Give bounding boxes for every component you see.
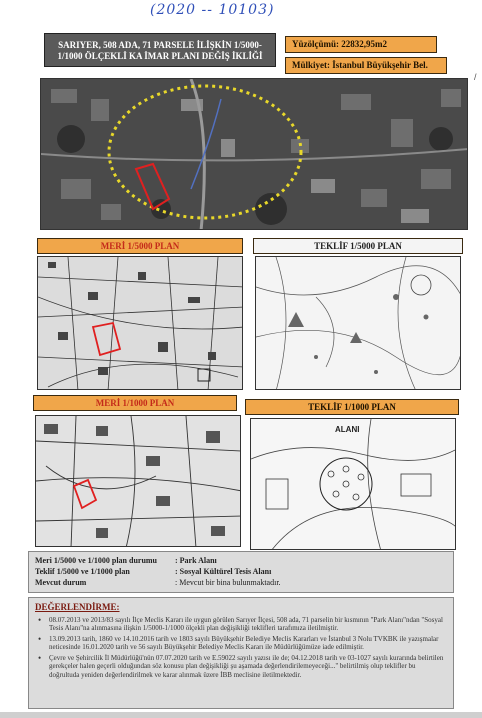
page-bottom-edge xyxy=(0,712,482,718)
title-line-2: 1/1000 ÖLÇEKLİ KA İMAR PLANI DEĞİŞ İKLİĞİ xyxy=(57,51,263,61)
evaluation-item: • 13.09.2013 tarih, 1860 ve 14.10.2016 tarih ve 1803 sayılı Büyükşehir Belediye Meclis Kararları ve İstanbul 3 Nolu TVKBK ile yazışmalar neticesinde 16.01.2020 tarih ve 56 sayılı Büyükşehir Belediye Meclis Kararı ile Müdürlüğümüze iade edilmiştir. xyxy=(35,635,447,652)
ownership-info: Mülkiyet: İstanbul Büyükşehir Bel. xyxy=(285,57,447,74)
status-value: : Sosyal Kültürel Tesis Alanı xyxy=(175,567,272,576)
map-proposal-1000 xyxy=(250,418,456,550)
map-existing-1000 xyxy=(35,415,241,547)
map-existing-5000 xyxy=(37,256,243,390)
handwritten-reference: (2020 -- 10103) xyxy=(150,2,275,18)
label-proposal-5000: TEKLİF 1/5000 PLAN xyxy=(253,238,463,254)
map-proposal-5000 xyxy=(255,256,461,390)
label-existing-5000: MERİ 1/5000 PLAN xyxy=(37,238,243,254)
evaluation-box xyxy=(28,597,454,709)
margin-mark: / xyxy=(474,72,477,82)
evaluation-item: • 08.07.2013 ve 2013/83 sayılı İlçe Meclis Kararı ile uygun görülen Sarıyer İlçesi, 508 ada, 71 parselin bir kısmının "Park Alanı"ndan "Sosyal Tesis Alanı"na alınmasına ilişkin 1/5000-1/1000 ölçekli plan değişikliği teklifleri tarafımıza iletilmiştir. xyxy=(35,616,447,633)
status-row-existing xyxy=(35,555,447,566)
evaluation-heading: DEĞERLENDİRME: xyxy=(35,602,120,612)
area-info: Yüzölçümü: 22832,95m2 xyxy=(285,36,437,53)
plan-status-box xyxy=(28,551,454,593)
label-existing-1000: MERİ 1/1000 PLAN xyxy=(33,395,237,411)
proposal-area-label: ALANI xyxy=(335,425,360,434)
status-label: Teklif 1/5000 ve 1/1000 plan xyxy=(35,567,130,576)
status-label: Mevcut durum xyxy=(35,578,87,587)
label-proposal-1000: TEKLİF 1/1000 PLAN xyxy=(245,399,459,415)
status-label: Meri 1/5000 ve 1/1000 plan durumu xyxy=(35,556,158,565)
evaluation-list xyxy=(35,616,447,680)
title-line-1: SARIYER, 508 ADA, 71 PARSELE İLİŞKİN 1/5000- xyxy=(58,40,262,50)
status-row-current xyxy=(35,577,447,588)
document-title xyxy=(44,33,276,67)
aerial-photo xyxy=(40,78,468,230)
status-value: : Park Alanı xyxy=(175,556,217,565)
evaluation-item: • Çevre ve Şehircilik İl Müdürlüğü'nün 07.07.2020 tarih ve E.59022 sayılı yazısı ile de; 04.12.2018 tarih ve 03-1027 sayılı kurarında belirtilen gerekçeler halen geçerli olduğundan söz konusu plan değişikliği şu aşamada değerlendirilemeyeceği..." belirtilmiş olup teklifler bu doğrultuda yeniden değerlendirilmek ve karar alınmak üzere İBB meclisine iletilmektedir. xyxy=(35,654,447,680)
status-row-proposal xyxy=(35,566,447,577)
status-value: : Mevcut bir bina bulunmaktadır. xyxy=(175,578,281,587)
